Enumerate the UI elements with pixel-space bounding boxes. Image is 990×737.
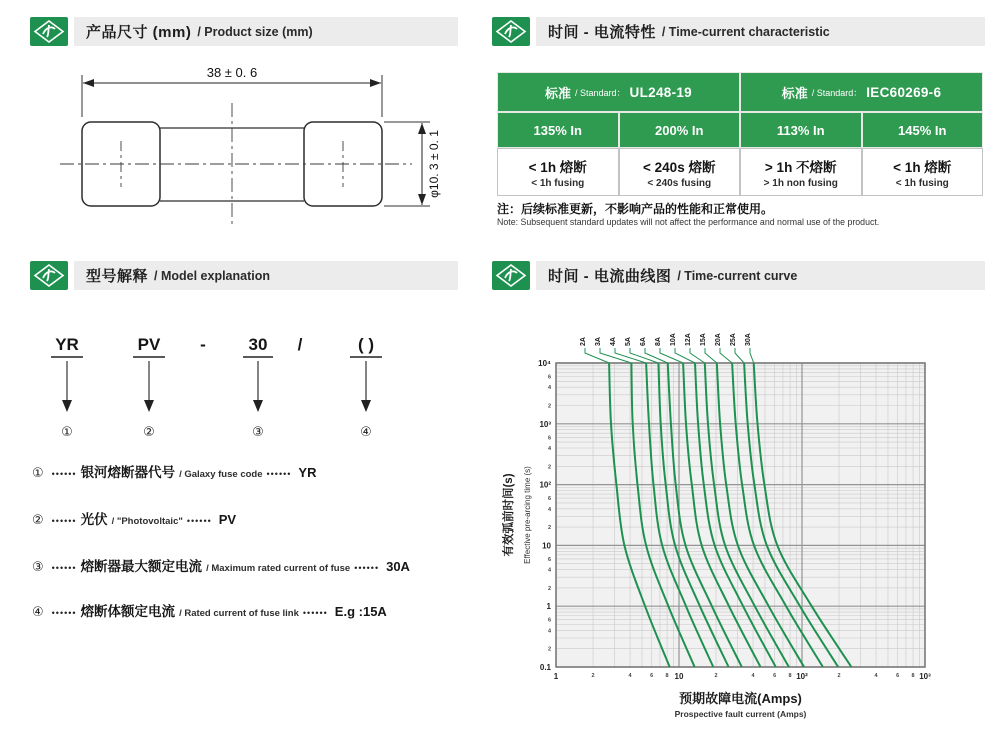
item-value: E.g :15A: [334, 604, 387, 619]
svg-text:4: 4: [547, 567, 551, 574]
item-zh: 银河熔断器代号: [80, 465, 176, 480]
item-en: / Galaxy fuse code: [179, 469, 263, 480]
svg-text:8: 8: [788, 673, 792, 679]
brand-logo-icon: [30, 17, 68, 46]
circled-number: ①: [61, 424, 73, 439]
svg-text:2: 2: [591, 673, 595, 679]
curve-label-2A: 2A: [580, 337, 587, 346]
svg-text:6: 6: [547, 556, 551, 563]
svg-text:10⁴: 10⁴: [538, 359, 551, 368]
svg-text:6: 6: [650, 673, 654, 679]
svg-text:2: 2: [547, 646, 551, 653]
table-condition-cell: 135% In: [497, 112, 619, 148]
result-en: < 240s fusing: [647, 177, 712, 189]
svg-text:2: 2: [714, 673, 718, 679]
model-item-line: [32, 508, 236, 528]
dots-leader: ••••••: [51, 563, 77, 573]
svg-text:10: 10: [674, 672, 684, 681]
brand-logo-icon: [30, 261, 68, 290]
section-title-zh: 型号解释: [86, 268, 149, 285]
svg-text:2: 2: [547, 585, 551, 592]
brand-logo-icon: [492, 17, 530, 46]
section-title-zh: 时间 - 电流特性: [548, 24, 656, 41]
svg-text:4: 4: [874, 673, 878, 679]
table-condition-cell: 113% In: [740, 112, 862, 148]
table-result-cell: [497, 148, 619, 196]
dots-leader: ••••••: [51, 516, 77, 526]
section-title-zh: 产品尺寸 (mm): [86, 24, 192, 41]
svg-text:Prospective fault current (Amp: Prospective fault current (Amps): [674, 709, 807, 719]
svg-text:6: 6: [896, 673, 900, 679]
time-current-table: [497, 72, 983, 196]
svg-text:1: 1: [553, 672, 559, 681]
curve-label-10A: 10A: [670, 333, 677, 346]
svg-text:6: 6: [547, 374, 551, 381]
table-standard-cell: [497, 72, 740, 112]
item-number: ③: [32, 559, 44, 574]
result-en: < 1h fusing: [531, 177, 585, 189]
standard-value: UL248-19: [629, 84, 692, 100]
svg-text:4: 4: [751, 673, 755, 679]
svg-text:有效弧前时间(s): 有效弧前时间(s): [503, 473, 515, 557]
svg-text:预期故障电流(Amps): 预期故障电流(Amps): [679, 691, 802, 706]
item-en: / Maximum rated current of fuse: [206, 563, 351, 574]
curve-label-20A: 20A: [715, 333, 722, 346]
section-title-en: / Model explanation: [154, 268, 271, 283]
svg-text:6: 6: [547, 435, 551, 442]
section-title-en: / Product size (mm): [197, 24, 313, 39]
curve-label-12A: 12A: [685, 333, 692, 346]
dots-leader: ••••••: [51, 469, 77, 479]
result-zh: > 1h 不熔断: [764, 159, 837, 175]
curve-label-8A: 8A: [655, 337, 662, 346]
section-header-model: [74, 261, 458, 290]
item-en: / Rated current of fuse link: [179, 608, 299, 619]
length-dimension-label: 38 ± 0. 6: [206, 65, 258, 80]
svg-text:0.1: 0.1: [539, 663, 551, 672]
curve-label-4A: 4A: [610, 337, 617, 346]
item-value: YR: [298, 465, 317, 480]
svg-text:10³: 10³: [919, 672, 931, 681]
item-value: PV: [218, 512, 237, 527]
table-note-zh: 注：后续标准更新，不影响产品的性能和正常使用。: [497, 202, 774, 216]
svg-text:10: 10: [542, 541, 551, 551]
dots-leader: ••••••: [354, 563, 380, 573]
result-zh: < 1h 熔断: [893, 159, 952, 175]
model-item-line: [32, 600, 387, 620]
result-en: < 1h fusing: [895, 177, 949, 189]
svg-text:2: 2: [837, 673, 841, 679]
model-part: /: [297, 335, 303, 354]
result-en: > 1h non fusing: [763, 177, 838, 189]
standard-label-zh: 标准: [781, 85, 808, 101]
down-arrow-icon: [67, 361, 366, 400]
dots-leader: ••••••: [302, 608, 328, 618]
curve-label-6A: 6A: [640, 337, 647, 346]
dots-leader: ••••••: [51, 608, 77, 618]
item-zh: 熔断体额定电流: [80, 604, 176, 619]
table-condition-cell: 145% In: [862, 112, 984, 148]
table-result-cell: [619, 148, 741, 196]
section-header-characteristic: [536, 17, 985, 46]
svg-text:6: 6: [547, 617, 551, 624]
curve-label-5A: 5A: [625, 337, 632, 346]
svg-text:10²: 10²: [539, 480, 551, 490]
standard-label-zh: 标准: [545, 85, 572, 101]
svg-text:2: 2: [547, 525, 551, 532]
model-part: 30: [248, 335, 268, 354]
circled-number: ②: [143, 424, 155, 439]
item-number: ②: [32, 512, 44, 527]
model-item-line: [32, 555, 410, 575]
svg-text:Effective pre-arcing time (s): Effective pre-arcing time (s): [523, 466, 532, 564]
svg-text:4: 4: [628, 673, 632, 679]
diameter-dimension-label: φ10. 3 ± 0. 1: [427, 130, 441, 198]
dots-leader: ••••••: [266, 469, 292, 479]
svg-text:8: 8: [665, 673, 669, 679]
model-part: ( ): [357, 335, 375, 354]
model-part: PV: [137, 335, 161, 354]
section-title-zh: 时间 - 电流曲线图: [548, 268, 672, 285]
time-current-curve-chart: [490, 300, 990, 730]
fuse-dimension-drawing: [30, 55, 470, 245]
brand-logo-icon: [492, 261, 530, 290]
standard-label-en: / Standard：: [811, 87, 863, 98]
item-value: 30A: [386, 559, 410, 574]
result-zh: < 1h 熔断: [528, 159, 587, 175]
table-result-cell: [740, 148, 862, 196]
item-number: ①: [32, 465, 44, 480]
section-header-product-size: [74, 17, 458, 46]
svg-text:10³: 10³: [539, 419, 551, 429]
svg-text:4: 4: [547, 445, 551, 452]
svg-text:4: 4: [547, 628, 551, 635]
svg-text:10²: 10²: [796, 672, 808, 681]
dots-leader: ••••••: [186, 516, 212, 526]
standard-label-en: / Standard：: [575, 87, 626, 98]
svg-text:1: 1: [546, 602, 551, 612]
svg-text:4: 4: [547, 506, 551, 513]
svg-text:2: 2: [547, 464, 551, 471]
svg-text:6: 6: [773, 673, 777, 679]
curve-label-3A: 3A: [595, 337, 602, 346]
circled-number: ④: [360, 424, 372, 439]
model-item-line: [32, 461, 316, 481]
curve-label-30A: 30A: [745, 333, 752, 346]
table-result-cell: [862, 148, 984, 196]
down-arrow-head-icon: [62, 400, 371, 412]
model-part: -: [200, 335, 206, 354]
item-zh: 光伏: [80, 512, 108, 527]
result-zh: < 240s 熔断: [643, 159, 716, 175]
item-number: ④: [32, 604, 44, 619]
table-condition-cell: 200% In: [619, 112, 741, 148]
item-zh: 熔断器最大额定电流: [80, 559, 203, 574]
svg-text:6: 6: [547, 496, 551, 503]
model-code-diagram: [30, 328, 470, 446]
item-en: / "Photovoltaic": [111, 516, 183, 527]
circled-number: ③: [252, 424, 264, 439]
section-title-en: / Time-current characteristic: [661, 24, 830, 39]
table-note-en: Note: Subsequent standard updates will not affect the performance and normal use of the product.: [497, 217, 880, 227]
svg-text:2: 2: [547, 403, 551, 410]
curve-label-15A: 15A: [700, 333, 707, 346]
svg-text:4: 4: [547, 385, 551, 392]
table-standard-cell: [740, 72, 983, 112]
curve-label-25A: 25A: [730, 333, 737, 346]
standard-value: IEC60269-6: [866, 84, 942, 100]
svg-text:8: 8: [911, 673, 915, 679]
section-header-curve: [536, 261, 985, 290]
section-title-en: / Time-current curve: [677, 268, 798, 283]
model-part: YR: [55, 335, 79, 354]
